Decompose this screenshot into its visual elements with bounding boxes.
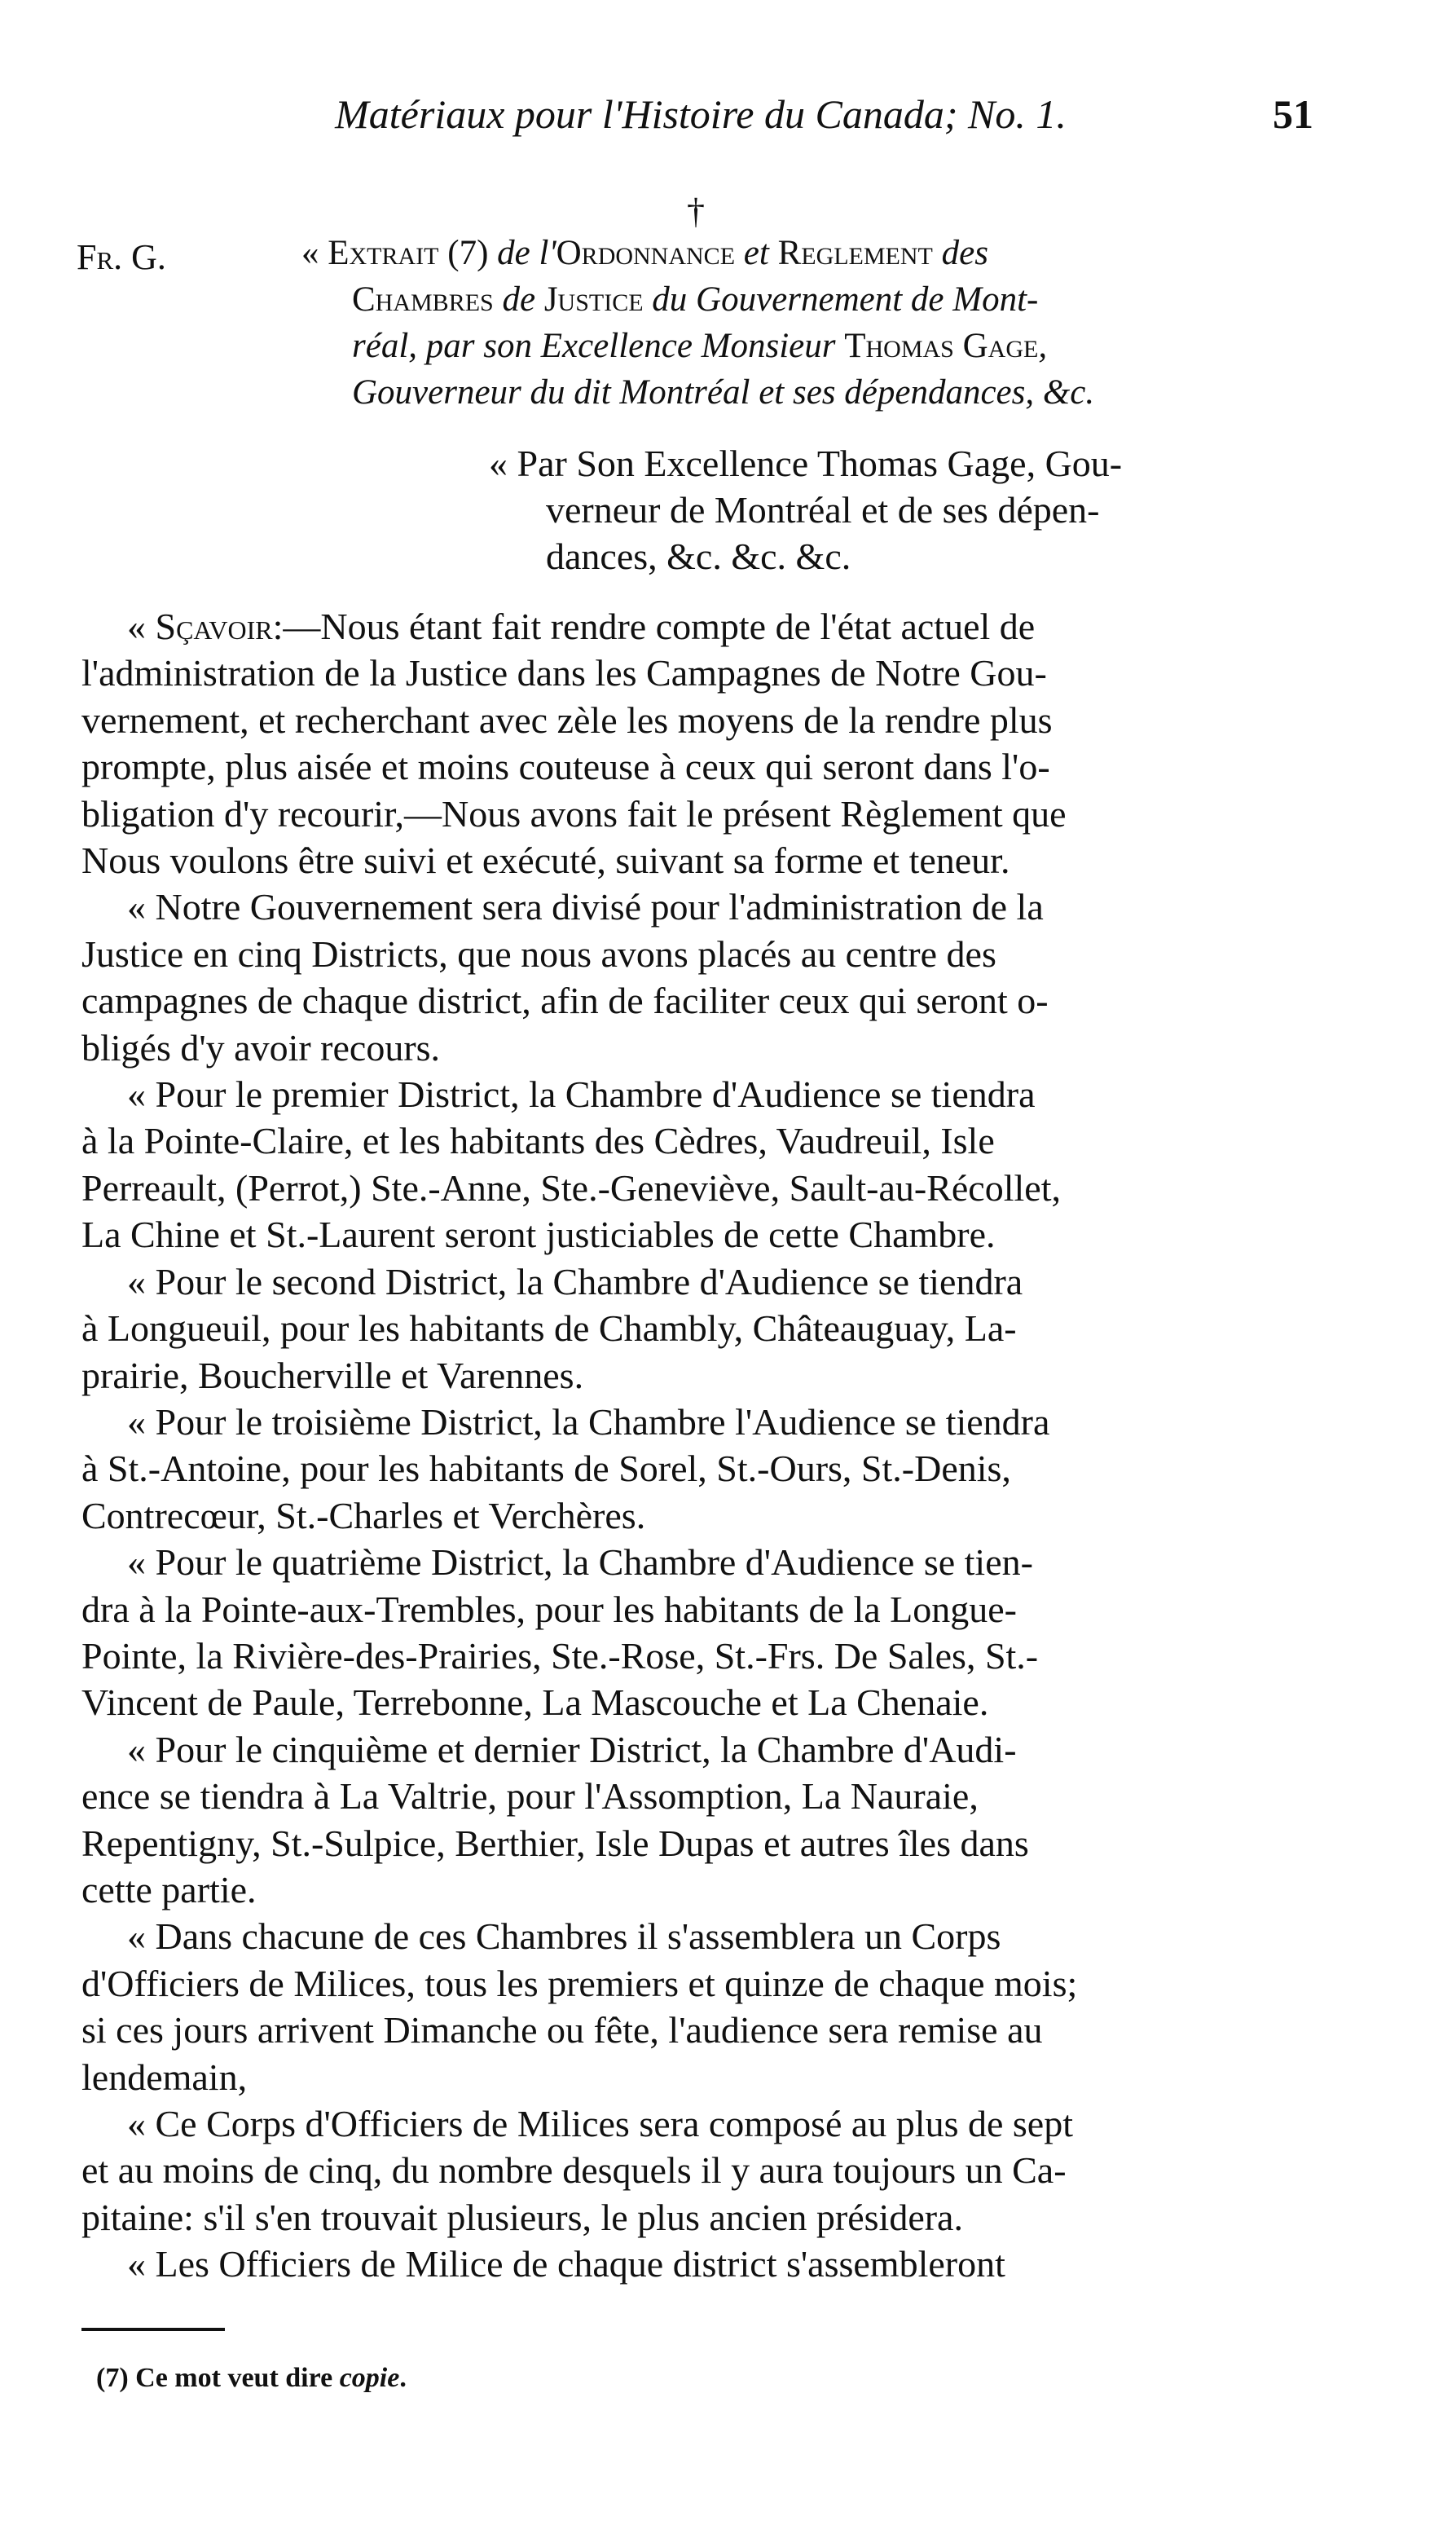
text-line: « Pour le cinquième et dernier District, la Chambre d'Audi- bbox=[127, 1728, 1017, 1770]
text-line: à la Pointe-Claire, et les habitants des Cèdres, Vaudreuil, Isle bbox=[81, 1120, 995, 1162]
heading-line bbox=[301, 369, 1385, 416]
address-line: dances, &c. &c. &c. bbox=[546, 535, 851, 577]
text-line: Pointe, la Rivière-des-Prairies, Ste.-Rose, St.-Frs. De Sales, St.- bbox=[81, 1634, 1039, 1677]
paragraph-officiers-milice bbox=[81, 2241, 1385, 2287]
text-line: vernement, et recherchant avec zèle les moyens de la rendre plus bbox=[81, 699, 1053, 741]
text-line: ence se tiendra à La Valtrie, pour l'Assomption, La Nauraie, bbox=[81, 1775, 979, 1818]
text-line: prompte, plus aisée et moins couteuse à ceux qui seront dans l'o- bbox=[81, 746, 1050, 788]
text-line: à Longueuil, pour les habitants de Chambly, Châteauguay, La- bbox=[81, 1307, 1017, 1350]
heading-word: de l' bbox=[497, 234, 556, 272]
address-line: « Par Son Excellence Thomas Gage, Gou- bbox=[489, 443, 1123, 484]
text-line: bligation d'y recourir,—Nous avons fait le présent Règlement que bbox=[81, 792, 1067, 835]
heading-note-ref: (7) bbox=[438, 234, 498, 272]
footnote-marker: (7) bbox=[96, 2363, 129, 2393]
text-line: « Les Officiers de Milice de chaque district s'assembleront bbox=[127, 2243, 1005, 2285]
heading-line bbox=[301, 276, 1385, 323]
footnote-end: . bbox=[399, 2363, 407, 2393]
paragraph-cinquieme-district bbox=[81, 1726, 1385, 1914]
side-note: Fr. G. bbox=[77, 237, 166, 277]
heading-line bbox=[301, 230, 1385, 276]
heading-quote: « bbox=[301, 234, 328, 272]
opening-word: Sçavoir bbox=[155, 606, 273, 647]
heading-word: Chambres bbox=[352, 280, 494, 319]
paragraph-premier-district bbox=[81, 1071, 1385, 1258]
body-text bbox=[81, 603, 1385, 2288]
text-line: Repentigny, St.-Sulpice, Berthier, Isle Dupas et autres îles dans bbox=[81, 1822, 1029, 1864]
paragraph-gouvernement bbox=[81, 884, 1385, 1071]
paragraph-second-district bbox=[81, 1258, 1385, 1399]
text-line: Justice en cinq Districts, que nous avons placés au centre des bbox=[81, 932, 996, 975]
paragraph-corps-officiers bbox=[81, 2100, 1385, 2241]
text-line: prairie, Boucherville et Varennes. bbox=[81, 1354, 584, 1396]
footnote-italic-word: copie bbox=[339, 2363, 400, 2393]
text-line: lendemain, bbox=[81, 2056, 248, 2098]
heading-word: , bbox=[1038, 327, 1048, 365]
text-line bbox=[81, 603, 1385, 650]
heading-word: Ordonnance bbox=[556, 234, 736, 272]
text-line: La Chine et St.-Laurent seront justiciables de cette Chambre. bbox=[81, 1214, 996, 1256]
text-line: dra à la Pointe-aux-Trembles, pour les habitants de la Longue- bbox=[81, 1588, 1018, 1630]
text-line: « Pour le second District, la Chambre d'Audience se tiendra bbox=[127, 1260, 1023, 1302]
footnote-text: Ce mot veut dire bbox=[128, 2363, 340, 2393]
line-text: :—Nous étant fait rendre compte de l'état actuel de bbox=[272, 606, 1036, 647]
heading-word: Justice bbox=[543, 280, 644, 319]
address-block bbox=[489, 440, 1393, 580]
page-number: 51 bbox=[1273, 91, 1313, 137]
cross-mark: † bbox=[687, 192, 705, 231]
text-line: « Notre Gouvernement sera divisé pour l'administration de la bbox=[127, 886, 1044, 928]
heading-word: des bbox=[932, 234, 988, 272]
text-line: campagnes de chaque district, afin de faciliter ceux qui seront o- bbox=[81, 980, 1049, 1022]
text-line: « Pour le premier District, la Chambre d'Audience se tiendra bbox=[127, 1073, 1036, 1116]
opening-quote: « bbox=[127, 606, 156, 647]
running-head: Matériaux pour l'Histoire du Canada; No. 1. bbox=[335, 91, 1067, 137]
text-line: l'administration de la Justice dans les Campagnes de Notre Gou- bbox=[81, 652, 1047, 694]
text-line: Perreault, (Perrot,) Ste.-Anne, Ste.-Geneviève, Sault-au-Récollet, bbox=[81, 1166, 1061, 1209]
text-line: bligés d'y avoir recours. bbox=[81, 1026, 441, 1069]
text-line: d'Officiers de Milices, tous les premiers et quinze de chaque mois; bbox=[81, 1962, 1078, 2004]
paragraph-quatrieme-district bbox=[81, 1539, 1385, 1726]
text-line: cette partie. bbox=[81, 1868, 257, 1910]
heading-line bbox=[301, 323, 1385, 369]
text-line: Nous voulons être suivi et exécuté, suivant sa forme et teneur. bbox=[81, 840, 1010, 882]
heading-word: du Gouvernement de Mont- bbox=[643, 280, 1039, 319]
document-heading bbox=[301, 230, 1385, 416]
heading-word: Gouverneur du dit Montréal et ses dépendances, &c. bbox=[352, 373, 1095, 412]
paragraph-troisieme-district bbox=[81, 1399, 1385, 1539]
heading-word: et bbox=[735, 234, 778, 272]
text-line: « Pour le troisième District, la Chambre l'Audience se tiendra bbox=[127, 1400, 1050, 1443]
footnote bbox=[96, 2360, 407, 2396]
address-line: verneur de Montréal et de ses dépen- bbox=[546, 489, 1100, 531]
heading-word: réal, par son Excellence Monsieur bbox=[352, 327, 845, 365]
footnote-rule bbox=[81, 2328, 225, 2331]
heading-word: Extrait bbox=[328, 234, 439, 272]
heading-word: Thomas Gage bbox=[844, 327, 1039, 365]
text-line: « Ce Corps d'Officiers de Milices sera composé au plus de sept bbox=[127, 2103, 1074, 2144]
text-line: « Dans chacune de ces Chambres il s'assemblera un Corps bbox=[127, 1915, 1001, 1958]
text-line: et au moins de cinq, du nombre desquels il y aura toujours un Ca- bbox=[81, 2149, 1067, 2192]
text-line: si ces jours arrivent Dimanche ou fête, l'audience sera remise au bbox=[81, 2009, 1043, 2051]
paragraph-scavoir bbox=[81, 603, 1385, 884]
paragraph-chambres bbox=[81, 1913, 1385, 2100]
heading-word: Reglement bbox=[777, 234, 933, 272]
text-line: Contrecœur, St.-Charles et Verchères. bbox=[81, 1494, 646, 1536]
text-line: à St.-Antoine, pour les habitants de Sorel, St.-Ours, St.-Denis, bbox=[81, 1448, 1011, 1490]
text-line: « Pour le quatrième District, la Chambre d'Audience se tien- bbox=[127, 1541, 1033, 1584]
text-line: Vincent de Paule, Terrebonne, La Mascouche et La Chenaie. bbox=[81, 1681, 989, 1724]
heading-word: de bbox=[493, 280, 544, 319]
text-line: pitaine: s'il s'en trouvait plusieurs, le plus ancien présidera. bbox=[81, 2196, 963, 2238]
